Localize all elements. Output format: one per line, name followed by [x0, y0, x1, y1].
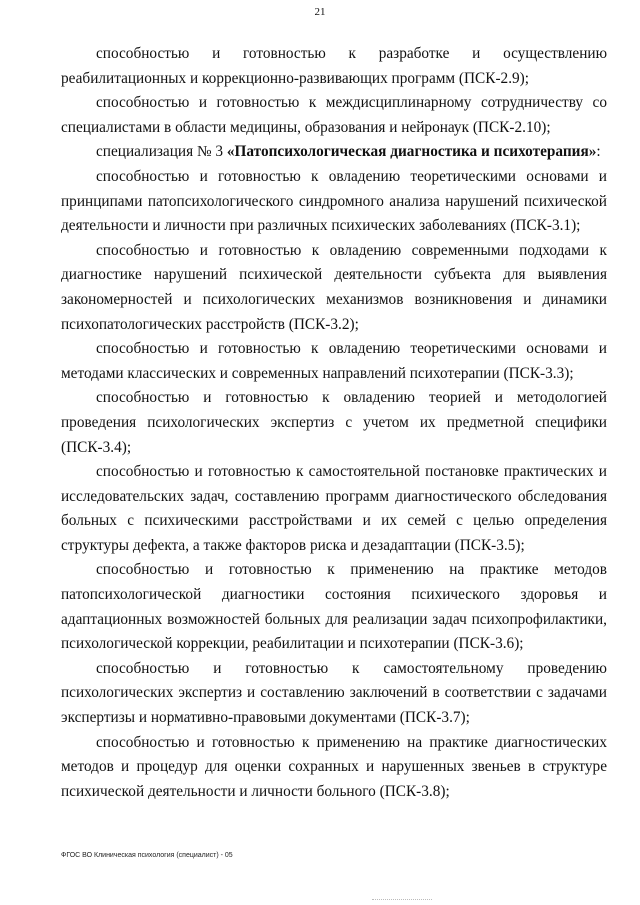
specialization-title: «Патопсихологическая диагностика и психотерапия»: [226, 143, 597, 161]
specialization-suffix: :: [596, 143, 601, 161]
specialization-prefix: специализация № 3: [96, 143, 227, 161]
competency-psk-3-2: способностью и готовностью к овладению современными подходами к диагностике нарушений психической деятельности субъекта для выявления закономерностей и психологических механизмов возникновения и динамики психопатологических расстройств (ПСК-3.2);: [61, 241, 607, 333]
page-number: 21: [314, 6, 326, 18]
competency-psk-3-6: способностью и готовностью к применению на практике методов патопсихологической диагностики состояния психического здоровья и адаптационных возможностей больных для реализации задач психопрофилактики, психологической коррекции, реабилитации и психотерапии (ПСК-3.6);: [61, 561, 607, 653]
competency-psk-3-3: способностью и готовностью к овладению теоретическими основами и методами классических и современных направлений психотерапии (ПСК-3.3);: [61, 340, 607, 382]
scan-artifact: [372, 899, 432, 901]
specialization-heading: [61, 140, 607, 165]
competency-psk-3-8: способностью и готовностью к применению на практике диагностических методов и процедур для оценки сохранных и нарушенных звеньев в структуре психической деятельности и личности больного (ПСК-3.8);: [61, 733, 607, 800]
document-body: [61, 42, 607, 804]
competency-psk-2-9: способностью и готовностью к разработке и осуществлению реабилитационных и коррекционно-развивающих программ (ПСК-2.9);: [61, 45, 607, 87]
page-footer: ФГОС ВО Клиническая психология (специалист) - 05: [61, 852, 233, 859]
competency-psk-3-5: способностью и готовностью к самостоятельной постановке практических и исследовательских задач, составлению программ диагностического обследования больных с психическими расстройствами и их семей с целью определения структуры дефекта, а также факторов риска и дезадаптации (ПСК-3.5);: [61, 463, 607, 554]
competency-psk-3-1: способностью и готовностью к овладению теоретическими основами и принципами патопсихологического синдромного анализа нарушений психической деятельности и личности при различных психических заболеваниях (ПСК-3.1);: [61, 167, 607, 235]
competency-psk-2-10: способностью и готовностью к междисциплинарному сотрудничеству со специалистами в области медицины, образования и нейронаук (ПСК-2.10);: [61, 94, 607, 136]
competency-psk-3-4: способностью и готовностью к овладению теорией и методологией проведения психологических экспертиз с учетом их предметной специфики (ПСК-3.4);: [61, 389, 607, 456]
competency-psk-3-7: способностью и готовностью к самостоятельному проведению психологических экспертиз и составлению заключений в соответствии с задачами экспертизы и нормативно-правовыми документами (ПСК-3.7);: [61, 659, 607, 727]
